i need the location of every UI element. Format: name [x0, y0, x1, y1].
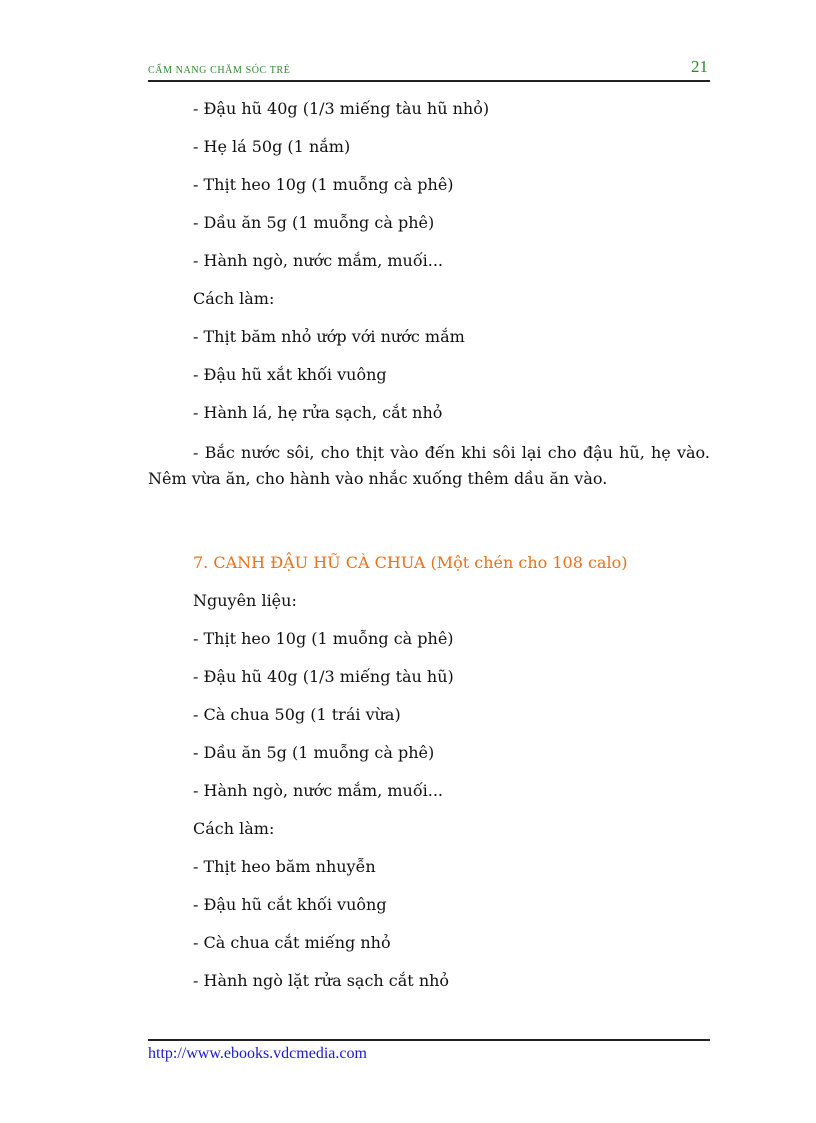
step-line: - Hành ngò lặt rửa sạch cắt nhỏ	[193, 971, 450, 990]
ingredient-line: - Hành ngò, nước mắm, muối...	[193, 781, 444, 800]
ingredient-line: - Hẹ lá 50g (1 nắm)	[193, 137, 351, 156]
ingredient-line: - Cà chua 50g (1 trái vừa)	[193, 705, 401, 724]
page-number: 21	[691, 57, 708, 76]
ingredient-line: - Đậu hũ 40g (1/3 miếng tàu hũ)	[193, 667, 454, 686]
step-line: - Cà chua cắt miếng nhỏ	[193, 933, 391, 952]
ingredient-line: - Dầu ăn 5g (1 muỗng cà phê)	[193, 213, 435, 232]
ingredient-line: - Dầu ăn 5g (1 muỗng cà phê)	[193, 743, 435, 762]
ingredient-line: - Đậu hũ 40g (1/3 miếng tàu hũ nhỏ)	[193, 99, 490, 118]
header-divider	[148, 80, 710, 82]
ingredient-line: - Thịt heo 10g (1 muỗng cà phê)	[193, 175, 454, 194]
ingredients-label: Nguyên liệu:	[193, 591, 297, 610]
footer-link[interactable]: http://www.ebooks.vdcmedia.com	[148, 1045, 367, 1062]
step-line: - Thịt băm nhỏ ướp với nước mắm	[193, 327, 465, 346]
footer-divider	[148, 1039, 710, 1041]
page-header	[148, 57, 710, 81]
step-line: - Đậu hũ xắt khối vuông	[193, 365, 387, 384]
method-label: Cách làm:	[193, 819, 275, 838]
ingredient-line: - Hành ngò, nước mắm, muối...	[193, 251, 444, 270]
recipe-title: 7. CANH ĐẬU HŨ CÀ CHUA (Một chén cho 108 calo)	[193, 553, 628, 572]
page-content	[148, 98, 710, 1008]
step-line: - Thịt heo băm nhuyễn	[193, 857, 376, 876]
ingredient-line: - Thịt heo 10g (1 muỗng cà phê)	[193, 629, 454, 648]
step-line: - Hành lá, hẹ rửa sạch, cắt nhỏ	[193, 403, 443, 422]
final-step-paragraph: - Bắc nước sôi, cho thịt vào đến khi sôi lại cho đậu hũ, hẹ vào. Nêm vừa ăn, cho hành vào nhắc xuống thêm dầu ăn vào.	[148, 443, 710, 488]
header-title: CẨM NANG CHĂM SÓC TRẺ	[148, 65, 291, 76]
step-line: - Đậu hũ cắt khối vuông	[193, 895, 387, 914]
method-label: Cách làm:	[193, 289, 275, 308]
